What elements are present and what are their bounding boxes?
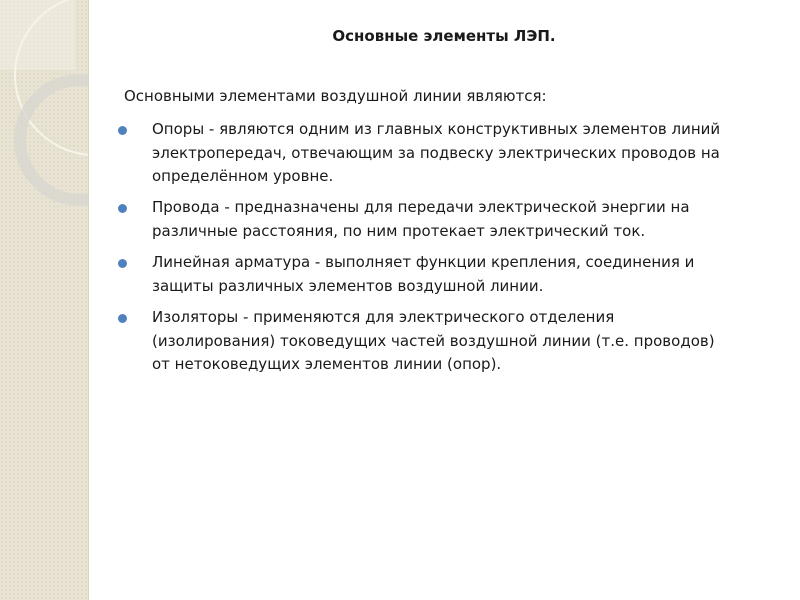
item-line: защиты различных элементов воздушной линии.	[152, 276, 544, 295]
slide-sidebar-decoration	[0, 0, 89, 600]
item-line: (изолирования) токоведущих частей воздушной линии (т.е. проводов)	[152, 331, 715, 350]
item-line: Линейная арматура - выполняет функции крепления, соединения и	[152, 253, 695, 271]
bullet-icon	[118, 126, 127, 135]
item-line: от нетоковедущих элементов линии (опор).	[152, 355, 502, 373]
list-item	[118, 118, 720, 189]
item-line: различные расстояния, по ним протекает электрический ток.	[152, 221, 646, 240]
item-line: Изоляторы - применяются для электрического отделения	[152, 308, 615, 326]
item-line: определённом уровне.	[152, 167, 334, 185]
circles-decoration	[0, 0, 88, 600]
bullet-icon	[118, 204, 127, 213]
list-item	[118, 196, 690, 243]
bullet-icon	[118, 314, 127, 323]
bullet-icon	[118, 259, 127, 268]
slide-title: Основные элементы ЛЭП.	[332, 27, 556, 45]
list-item	[118, 251, 694, 298]
intro-text: Основными элементами воздушной линии являются:	[124, 87, 547, 105]
item-line: Опоры - являются одним из главных конструктивных элементов линий	[152, 120, 721, 138]
item-line: электропередач, отвечающим за подвеску электрических проводов на	[152, 143, 720, 162]
item-line: Провода - предназначены для передачи электрической энергии на	[152, 198, 690, 216]
list-item	[118, 306, 715, 377]
